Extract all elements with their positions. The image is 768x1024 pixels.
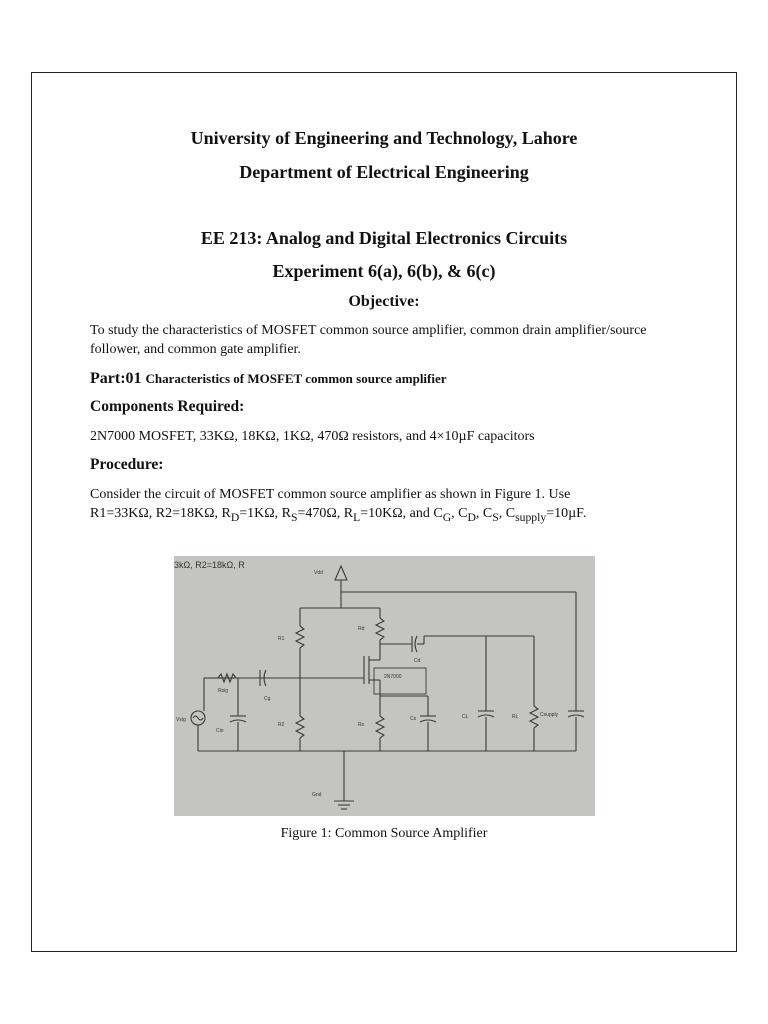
csupply-label: Csupply [540, 712, 559, 718]
r1-label: R1 [278, 636, 285, 642]
cl-capacitor [478, 715, 494, 717]
components-heading: Components Required: [90, 398, 245, 415]
part-heading [90, 370, 447, 388]
procedure-line-2: R1=33KΩ, R2=18KΩ, $R_D=1K\Omega$, $R_S=470\Omega$, $R_L=10K\Omega$, and $C_G$, $C_D$, $C_S$, $C_{supply}=10\mu F$. [90, 506, 587, 524]
r1-resistor [296, 626, 304, 648]
rl-label: RL [512, 714, 519, 720]
part-label: Part:01 [90, 370, 142, 387]
rs-resistor [376, 716, 384, 738]
figure-top-note: 3kΩ, R2=18kΩ, R [174, 560, 245, 570]
cs-label: Cs [410, 716, 417, 722]
cl-label: CL [462, 714, 469, 720]
part-description: Characteristics of MOSFET common source amplifier [145, 371, 447, 386]
vdd-symbol [335, 566, 347, 580]
objective-heading: Objective: [348, 293, 420, 310]
components-text: 2N7000 MOSFET, 33KΩ, 18KΩ, 1KΩ, 470Ω resistors, and 4×10µF capacitors [90, 429, 535, 444]
gnd-label: Gnd [312, 792, 322, 798]
rl-resistor [530, 706, 538, 728]
cs-capacitor [420, 720, 436, 722]
cd-label: Cd [414, 658, 421, 664]
university-name: University of Engineering and Technology, Lahore [190, 128, 578, 148]
rs-label: Rs [358, 722, 365, 728]
figure-caption: Figure 1: Common Source Amplifier [280, 826, 488, 841]
procedure-text [90, 485, 650, 527]
r2-label: R2 [278, 722, 285, 728]
department-name: Department of Electrical Engineering [239, 162, 529, 182]
rd-resistor [376, 618, 384, 640]
cin-label: Cin [216, 728, 224, 734]
circuit-figure [174, 556, 595, 816]
course-title: EE 213: Analog and Digital Electronics Circuits [200, 228, 568, 248]
procedure-line-1: Consider the circuit of MOSFET common source amplifier as shown in Figure 1. Use [90, 487, 571, 502]
circuit-schematic [174, 556, 595, 816]
cg-label: Cg [264, 696, 271, 702]
mosfet-label: 2N7000 [384, 674, 402, 680]
cd-capacitor [415, 636, 417, 652]
rsig-label: Rsig [218, 688, 229, 694]
experiment-title: Experiment 6(a), 6(b), & 6(c) [272, 261, 496, 281]
vdd-label: Vdd [314, 570, 323, 576]
procedure-heading: Procedure: [90, 456, 164, 473]
vsig-label: Vsig [176, 717, 186, 723]
r2-resistor [296, 716, 304, 738]
rd-label: Rd [358, 626, 365, 632]
cin-capacitor [230, 720, 246, 722]
objective-text: To study the characteristics of MOSFET common source amplifier, common drain amplifier/source follower, and common gate amplifier. [90, 323, 647, 357]
mosfet-box [374, 668, 426, 694]
csupply-capacitor [568, 715, 584, 717]
